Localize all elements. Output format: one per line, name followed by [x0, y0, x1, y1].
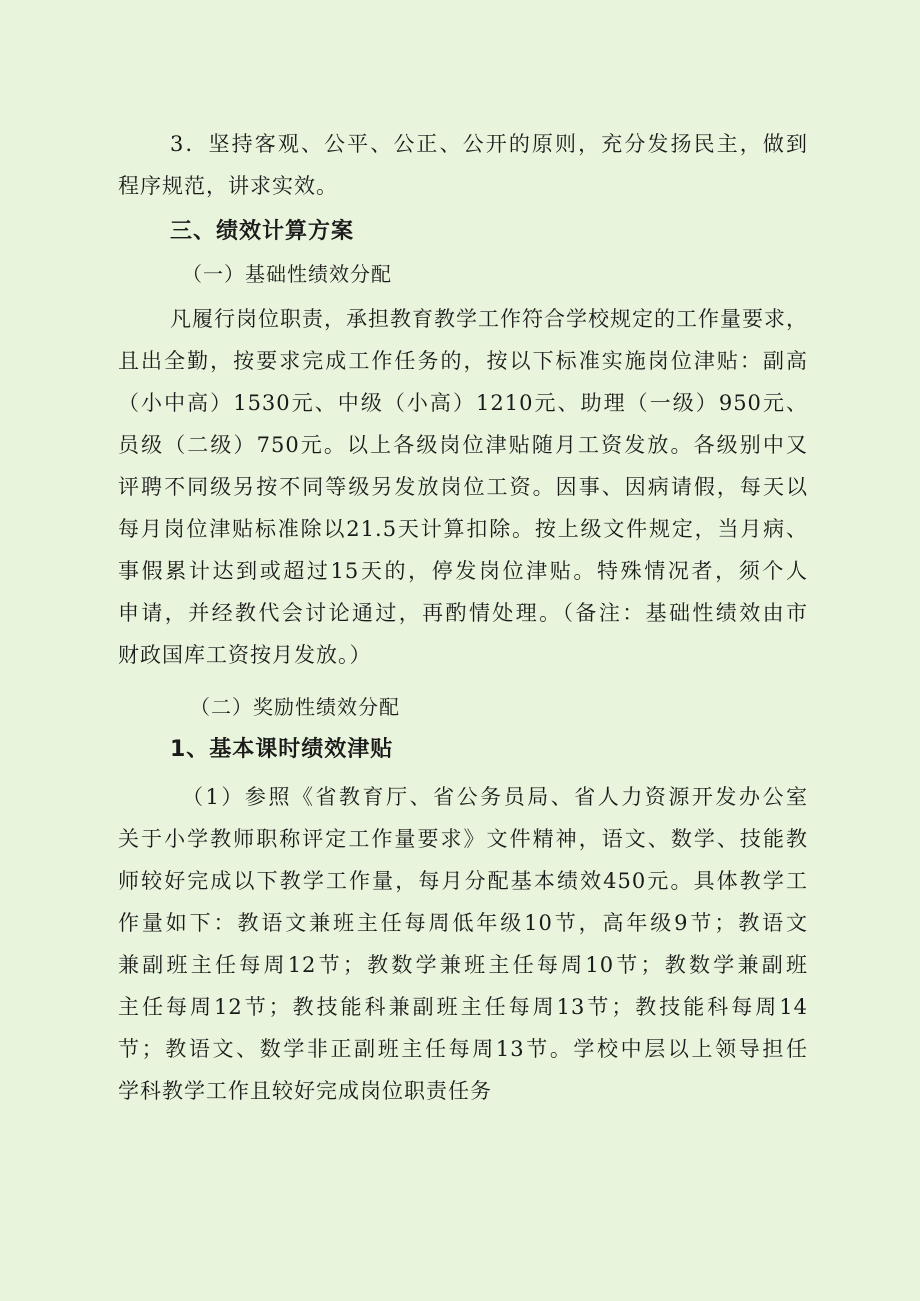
item1-line-5: 兼副班主任每周12节；教数学兼班主任每周10节；教数学兼副班 — [118, 953, 808, 977]
basic-line-6: 每月岗位津贴标准除以21.5天计算扣除。按上级文件规定，当月病、 — [118, 517, 808, 541]
basic-line-4: 员级（二级）750元。以上各级岗位津贴随月工资发放。各级别中又 — [118, 433, 808, 457]
basic-line-5: 评聘不同级另按不同等级另发放岗位工资。因事、因病请假，每天以 — [118, 475, 808, 499]
basic-line-8: 申请，并经教代会讨论通过，再酌情处理。（备注：基础性绩效由市 — [118, 601, 808, 625]
basic-line-2: 且出全勤，按要求完成工作任务的，按以下标准实施岗位津贴：副高 — [118, 349, 808, 373]
item-1-paragraph — [118, 776, 808, 1112]
principle-3-paragraph — [118, 123, 808, 207]
basic-line-7: 事假累计达到或超过15天的，停发岗位津贴。特殊情况者，须个人 — [118, 559, 808, 583]
item1-line-7: 节；教语文、数学非正副班主任每周13节。学校中层以上领导担任 — [118, 1037, 808, 1061]
item1-line-4: 作量如下：教语文兼班主任每周低年级10节，高年级9节；教语文 — [118, 911, 808, 935]
principle-3-line-1: 3．坚持客观、公平、公正、公开的原则，充分发扬民主，做到 — [170, 132, 808, 156]
basic-line-1: 凡履行岗位职责，承担教育教学工作符合学校规定的工作量要求， — [170, 307, 808, 331]
subsection-2-title: （二）奖励性绩效分配 — [190, 695, 400, 719]
item1-line-8: 学科教学工作且较好完成岗位职责任务 — [118, 1079, 492, 1103]
item1-line-6: 主任每周12节；教技能科兼副班主任每周13节；教技能科每周14 — [118, 995, 808, 1019]
item1-line-2: 关于小学教师职称评定工作量要求》文件精神，语文、数学、技能教 — [118, 827, 808, 851]
subsection-1-title: （一）基础性绩效分配 — [182, 262, 392, 286]
basic-performance-paragraph — [118, 298, 808, 676]
item1-line-3: 师较好完成以下教学工作量，每月分配基本绩效450元。具体教学工 — [118, 869, 808, 893]
item-1-title: 1、基本课时绩效津贴 — [170, 737, 394, 762]
basic-line-9: 财政国库工资按月发放。） — [118, 643, 372, 667]
item1-line-1: （1）参照《省教育厅、省公务员局、省人力资源开发办公室 — [182, 785, 808, 809]
basic-line-3: （小中高）1530元、中级（小高）1210元、助理（一级）950元、 — [118, 391, 808, 415]
principle-3-line-2: 程序规范，讲求实效。 — [118, 174, 338, 198]
section-3-title: 三、绩效计算方案 — [170, 219, 355, 244]
